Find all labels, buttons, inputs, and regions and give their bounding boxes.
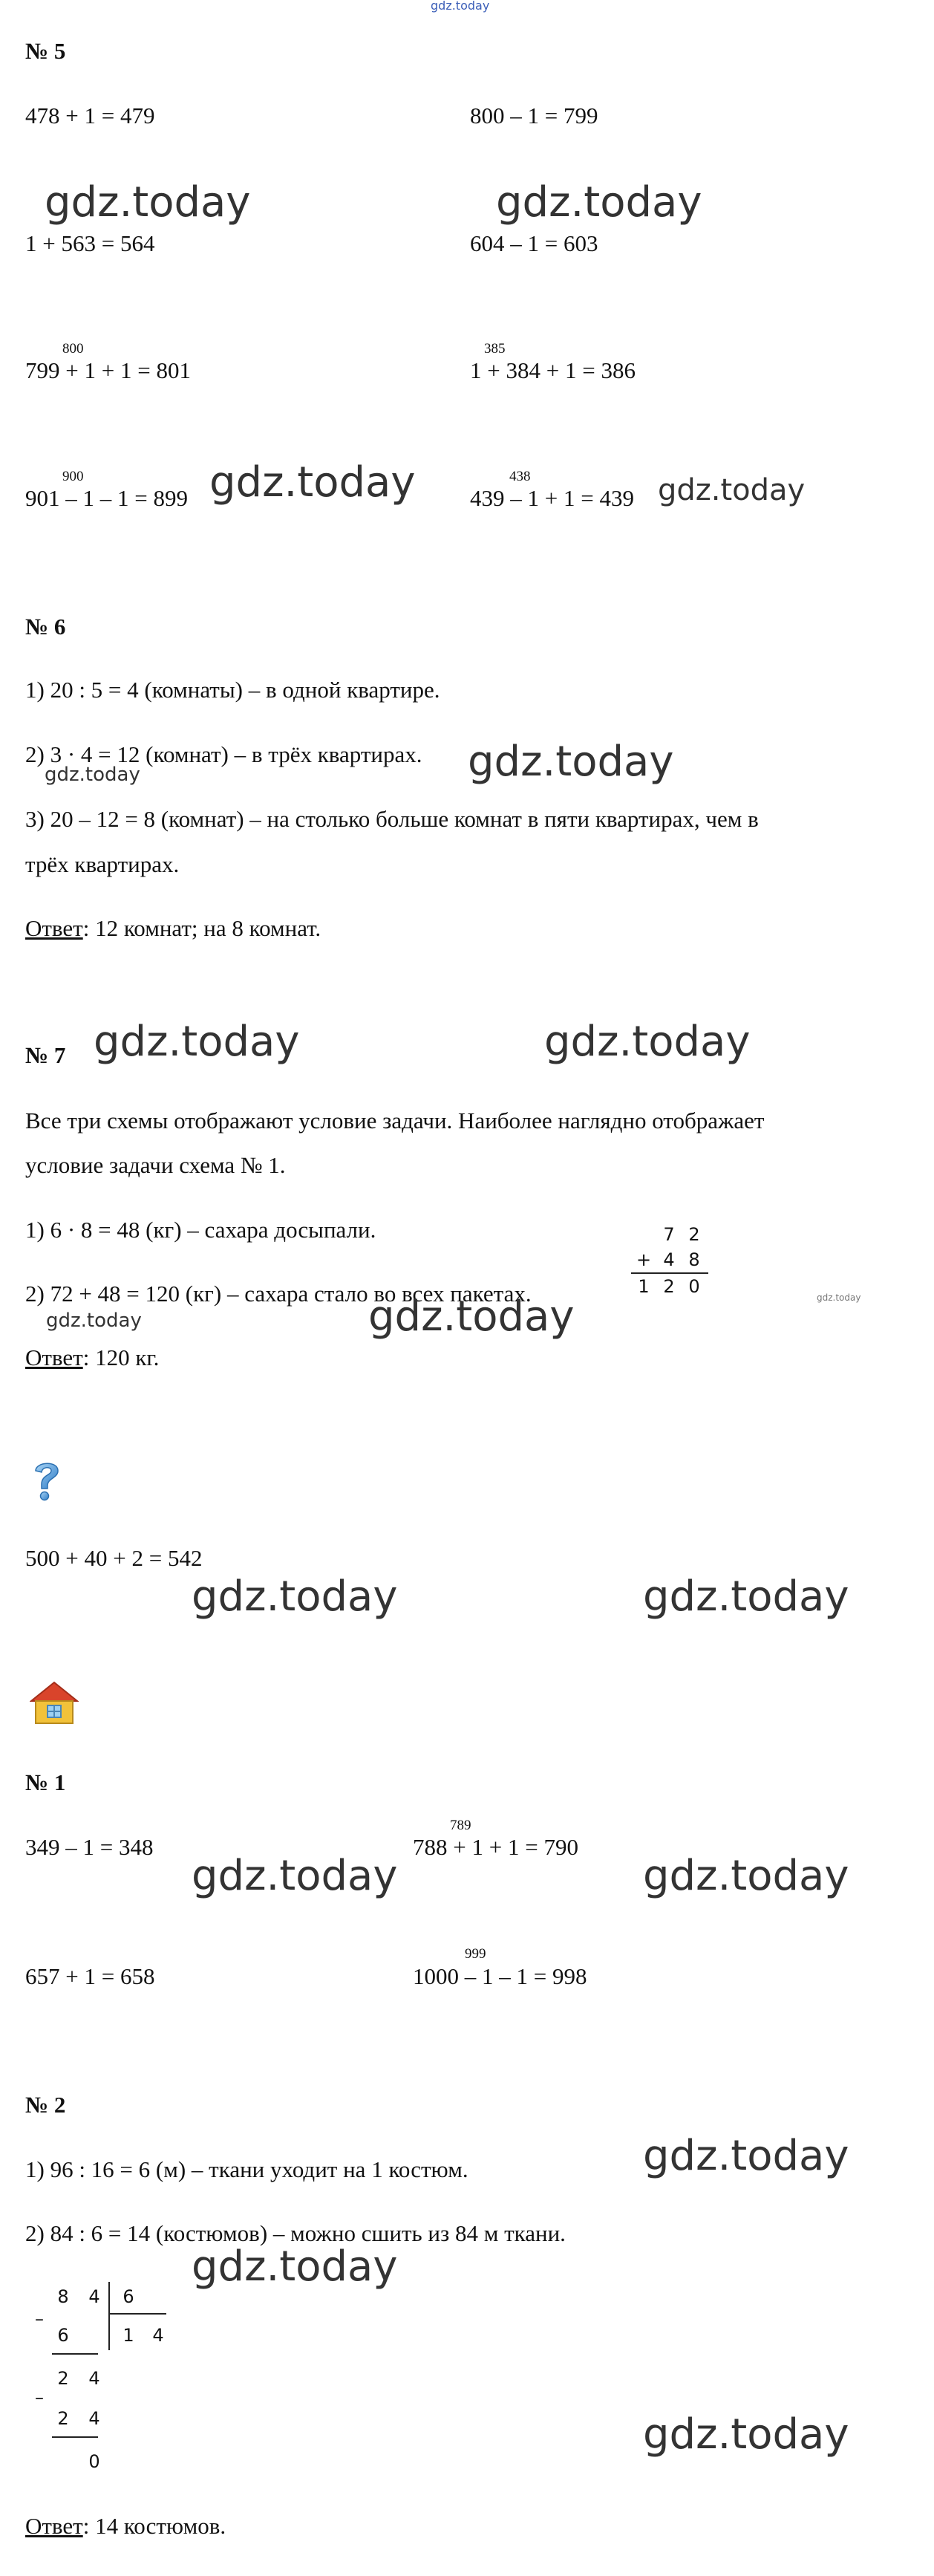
n6-answer <box>25 917 321 940</box>
watermark: gdz.today <box>209 458 416 507</box>
n6-line2: 2) 3 · 4 = 12 (комнат) – в трёх квартирах. <box>25 741 422 767</box>
n5-row1-left: 478 + 1 = 479 <box>25 103 155 129</box>
digit: 2 <box>663 1276 675 1297</box>
sum-line <box>631 1272 708 1274</box>
n7-line1: 1) 6 · 8 = 48 (кг) – сахара досыпали. <box>25 1217 376 1243</box>
digit: 0 <box>88 2451 100 2472</box>
watermark: gdz.today <box>368 1292 575 1341</box>
h2-answer <box>25 2514 226 2537</box>
home-task-2-title: № 2 <box>25 2092 66 2118</box>
watermark: gdz.today <box>496 178 702 227</box>
digit: 8 <box>57 2286 69 2307</box>
h1-row1-left: 349 – 1 = 348 <box>25 1834 154 1860</box>
question-icon <box>28 1457 65 1503</box>
watermark: gdz.today <box>46 1310 142 1332</box>
answer-label: Ответ <box>25 1344 83 1370</box>
n7-answer <box>25 1346 159 1369</box>
division-vertical-line <box>108 2282 110 2350</box>
answer-text: : 120 кг. <box>82 1344 160 1370</box>
digit: 2 <box>688 1224 700 1245</box>
division-divisor-line <box>108 2313 166 2315</box>
home-task-1-title: № 1 <box>25 1769 66 1795</box>
n5-row2-left: 1 + 563 = 564 <box>25 230 155 256</box>
digit: 1 <box>123 2325 134 2346</box>
watermark: gdz.today <box>45 178 251 227</box>
h2-line1: 1) 96 : 16 = 6 (м) – ткани уходит на 1 костюм. <box>25 2156 468 2182</box>
watermark: gdz.today <box>94 1018 300 1066</box>
subtract-line <box>52 2436 98 2438</box>
digit: 2 <box>57 2368 69 2389</box>
n5-row3-right-sup: 385 <box>484 341 506 357</box>
watermark: gdz.today <box>817 1292 861 1303</box>
digit: 4 <box>152 2325 164 2346</box>
digit: 0 <box>688 1276 700 1297</box>
n5-row4-left-sup: 900 <box>62 469 84 484</box>
digit: 1 <box>638 1276 650 1297</box>
watermark: gdz.today <box>544 1018 751 1066</box>
h1-row1-right: 788 + 1 + 1 = 790 <box>413 1834 578 1860</box>
answer-text: : 12 комнат; на 8 комнат. <box>82 915 321 941</box>
minus-sign: – <box>35 2387 44 2408</box>
n5-row3-left-sup: 800 <box>62 341 84 357</box>
question-line: 500 + 40 + 2 = 542 <box>25 1545 203 1571</box>
n5-row4-right: 439 – 1 + 1 = 439 <box>470 485 634 511</box>
watermark: gdz.today <box>643 1852 849 1900</box>
n6-line3b: трёх квартирах. <box>25 851 180 877</box>
watermark: gdz.today <box>192 1852 398 1900</box>
n5-row1-right: 800 – 1 = 799 <box>470 103 598 129</box>
h2-line2: 2) 84 : 6 = 14 (костюмов) – можно сшить из 84 м ткани. <box>25 2220 566 2246</box>
digit: 4 <box>88 2368 100 2389</box>
digit: 4 <box>88 2408 100 2429</box>
h1-row1-right-sup: 789 <box>450 1818 471 1833</box>
digit: 4 <box>663 1249 675 1270</box>
n6-line3a: 3) 20 – 12 = 8 (комнат) – на столько больше комнат в пяти квартирах, чем в <box>25 806 759 832</box>
n7-text-b: условие задачи схема № 1. <box>25 1152 286 1178</box>
digit: 4 <box>88 2286 100 2307</box>
answer-label: Ответ <box>25 2513 83 2539</box>
answer-text: : 14 костюмов. <box>82 2513 226 2539</box>
top-watermark: gdz.today <box>431 0 490 13</box>
n5-row4-left: 901 – 1 – 1 = 899 <box>25 485 188 511</box>
watermark: gdz.today <box>658 473 806 507</box>
watermark: gdz.today <box>468 738 674 786</box>
n5-row4-right-sup: 438 <box>509 469 531 484</box>
n7-text-a: Все три схемы отображают условие задачи. Наиболее наглядно отображает <box>25 1108 765 1133</box>
n7-line2: 2) 72 + 48 = 120 (кг) – сахара стало во всех пакетах. <box>25 1281 532 1307</box>
digit: 6 <box>57 2325 69 2346</box>
task-5-title: № 5 <box>25 38 66 64</box>
digit: 7 <box>663 1224 675 1245</box>
plus-sign: + <box>636 1249 652 1270</box>
subtract-line <box>52 2353 98 2355</box>
watermark: gdz.today <box>643 1572 849 1621</box>
n5-row3-right: 1 + 384 + 1 = 386 <box>470 357 636 383</box>
watermark: gdz.today <box>192 1572 398 1621</box>
digit: 2 <box>57 2408 69 2429</box>
house-icon <box>30 1680 79 1726</box>
answer-label: Ответ <box>25 915 83 941</box>
n6-line1: 1) 20 : 5 = 4 (комнаты) – в одной квартире. <box>25 677 440 703</box>
h1-row2-right-sup: 999 <box>465 1946 486 1962</box>
n5-row2-right: 604 – 1 = 603 <box>470 230 598 256</box>
watermark: gdz.today <box>192 2242 398 2291</box>
h1-row2-left: 657 + 1 = 658 <box>25 1963 155 1989</box>
watermark: gdz.today <box>643 2132 849 2180</box>
task-7-title: № 7 <box>25 1042 66 1068</box>
minus-sign: – <box>35 2309 44 2329</box>
n5-row3-left: 799 + 1 + 1 = 801 <box>25 357 191 383</box>
h1-row2-right: 1000 – 1 – 1 = 998 <box>413 1963 587 1989</box>
digit: 6 <box>123 2286 134 2307</box>
watermark: gdz.today <box>643 2410 849 2459</box>
digit: 8 <box>688 1249 700 1270</box>
watermark: gdz.today <box>45 764 140 786</box>
task-6-title: № 6 <box>25 614 66 640</box>
